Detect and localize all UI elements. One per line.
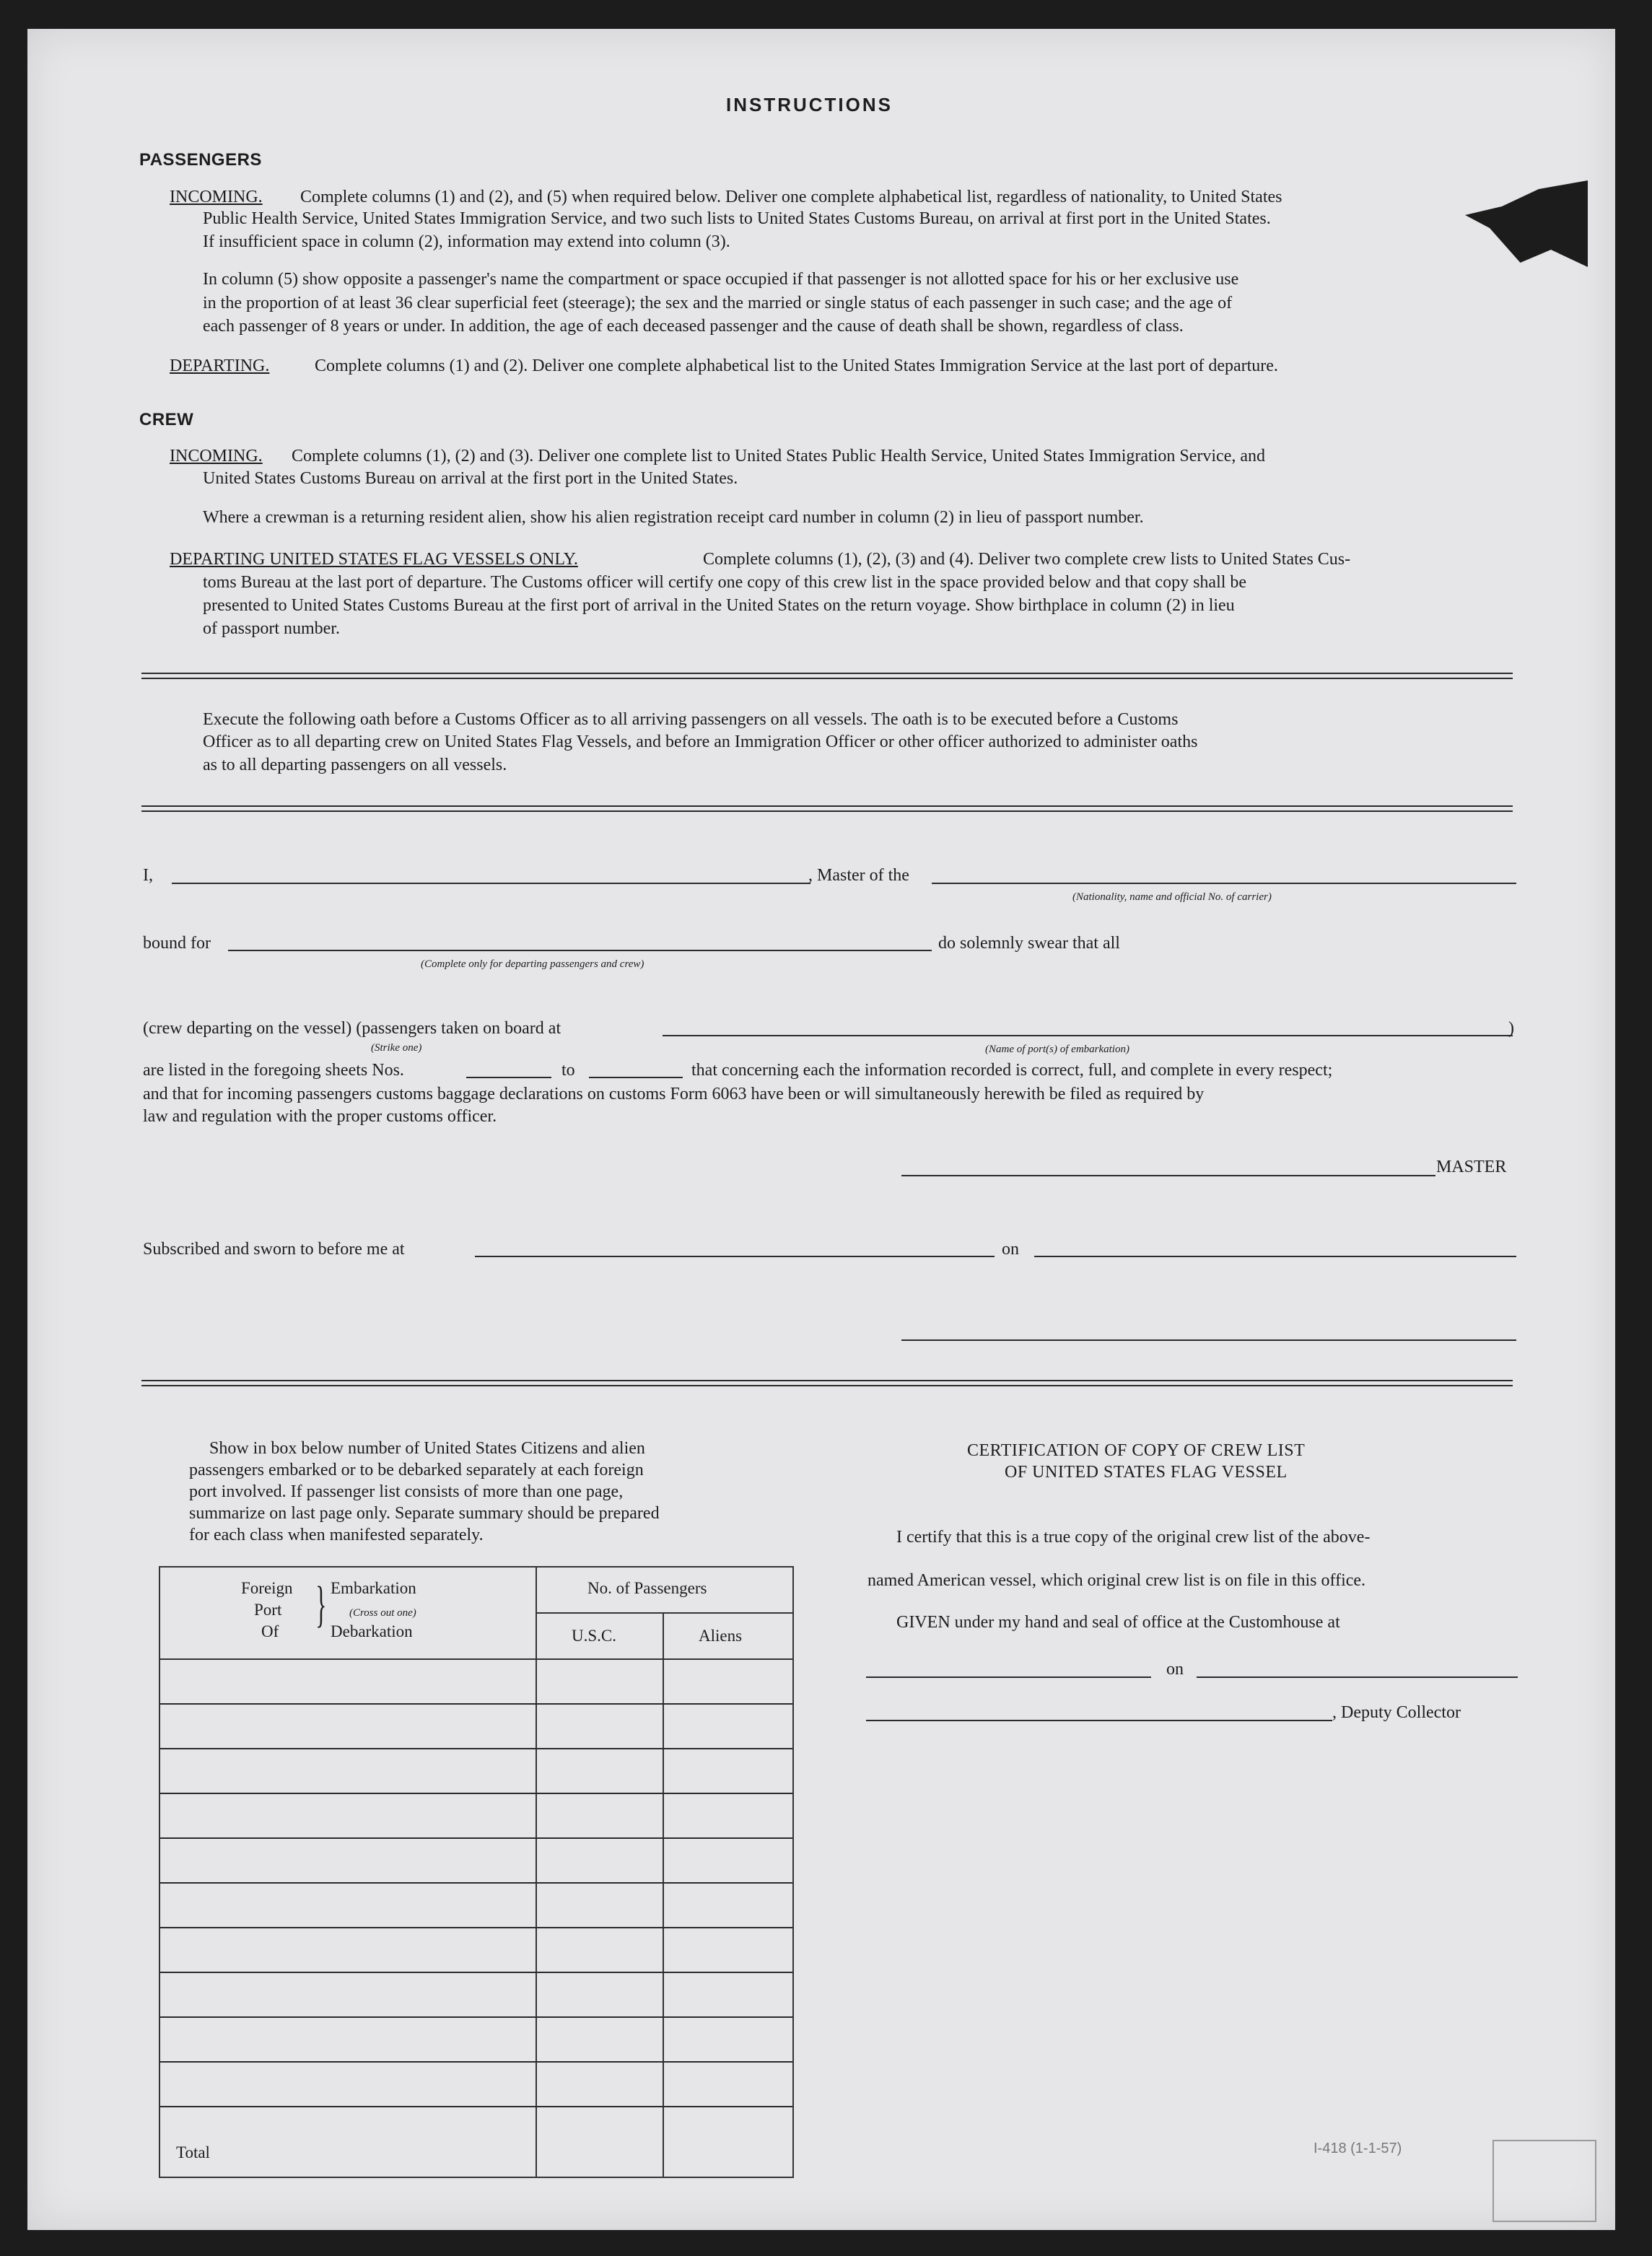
usc-label: U.S.C.	[572, 1627, 616, 1645]
summary-line-1: Show in box below number of United States Citizens and alien	[209, 1439, 645, 1458]
table-row[interactable]	[160, 2016, 792, 2018]
summary-line-2: passengers embarked or to be debarked separately at each foreign	[189, 1461, 644, 1479]
deputy-collector-label: , Deputy Collector	[1332, 1703, 1461, 1722]
ports-field[interactable]	[663, 1035, 1513, 1036]
oath-instruction-line-1: Execute the following oath before a Customs Officer as to all arriving passengers on all vessels. The oath is to be executed before a Customs	[203, 710, 1179, 729]
passenger-summary-table	[159, 1566, 794, 2178]
crew-incoming-label: INCOMING.	[170, 447, 263, 465]
column5-line-3: each passenger of 8 years or under. In addition, the age of each deceased passenger and the cause of death shall be shown, regardless of class.	[203, 317, 1184, 336]
master-name-field[interactable]	[172, 883, 810, 884]
oath-instruction-line-3: as to all departing passengers on all vessels.	[203, 756, 507, 774]
cross-out-caption: (Cross out one)	[349, 1607, 416, 1619]
aliens-label: Aliens	[699, 1627, 743, 1645]
table-row[interactable]	[160, 1837, 792, 1839]
crew-incoming-line-2: United States Customs Bureau on arrival at the first port in the United States.	[203, 469, 738, 488]
crew-incoming-line-1: Complete columns (1), (2) and (3). Deliver one complete list to United States Public Health Service, United States Immigration Service, and	[292, 447, 1266, 465]
col-divider-1	[536, 1658, 537, 2177]
header-port-cell	[160, 1568, 537, 1660]
certification-title-2: OF UNITED STATES FLAG VESSEL	[1005, 1463, 1288, 1482]
certification-date-field[interactable]	[1197, 1676, 1518, 1678]
summary-line-4: summarize on last page only. Separate summary should be prepared	[189, 1504, 660, 1523]
law-line: law and regulation with the proper customs officer.	[143, 1107, 497, 1126]
passengers-incoming-label: INCOMING.	[170, 188, 263, 206]
column5-line-2: in the proportion of at least 36 clear superficial feet (steerage); the sex and the married or single status of each passenger in such case; and the age of	[203, 294, 1233, 312]
sheets-suffix: that concerning each the information recorded is correct, full, and complete in every respect;	[691, 1061, 1333, 1080]
crew-departing-line-1: Complete columns (1), (2), (3) and (4). Deliver two complete crew lists to United States Cus-	[703, 550, 1351, 569]
ports-caption: (Name of port(s) of embarkation)	[985, 1044, 1129, 1055]
certify-line-1: I certify that this is a true copy of the original crew list of the above-	[896, 1528, 1371, 1547]
form-number: I-418 (1-1-57)	[1314, 2141, 1402, 2156]
summary-line-3: port involved. If passenger list consists of more than one page,	[189, 1482, 624, 1501]
master-label: MASTER	[1436, 1158, 1507, 1176]
of-label: Of	[261, 1622, 279, 1640]
table-row[interactable]	[160, 1927, 792, 1928]
sheets-from-field[interactable]	[466, 1077, 551, 1078]
certification-title-1: CERTIFICATION OF COPY OF CREW LIST	[967, 1441, 1306, 1460]
oath-i-label: I,	[143, 866, 153, 885]
passengers-departing-label: DEPARTING.	[170, 357, 270, 375]
carrier-caption: (Nationality, name and official No. of carrier)	[1072, 891, 1272, 903]
subscribed-date-field[interactable]	[1034, 1256, 1516, 1257]
sheets-to-label: to	[561, 1061, 575, 1080]
page-title: INSTRUCTIONS	[726, 94, 893, 115]
passengers-incoming-line-3: If insufficient space in column (2), information may extend into column (3).	[203, 232, 730, 251]
divider-1	[141, 673, 1513, 679]
close-paren: )	[1508, 1019, 1514, 1038]
swear-text: do solemnly swear that all	[938, 934, 1120, 953]
officer-signature-field[interactable]	[901, 1339, 1516, 1341]
summary-line-5: for each class when manifested separately.	[189, 1526, 484, 1544]
bound-for-caption: (Complete only for departing passengers and crew)	[421, 958, 644, 970]
oath-instruction-line-2: Officer as to all departing crew on United States Flag Vessels, and before an Immigration Officer or other officer authorized to administer oaths	[203, 733, 1198, 751]
foreign-label: Foreign	[241, 1579, 293, 1597]
sheets-prefix: are listed in the foregoing sheets Nos.	[143, 1061, 404, 1080]
passengers-heading: PASSENGERS	[139, 150, 262, 170]
header-usc-cell	[537, 1614, 664, 1660]
crew-departing-line-3: presented to United States Customs Bureau at the first port of arrival in the United States on the return voyage. Show birthplace in column (2) in lieu	[203, 596, 1235, 615]
table-row[interactable]	[160, 1882, 792, 1884]
crew-departing-label: DEPARTING UNITED STATES FLAG VESSELS ONLY.	[170, 550, 578, 569]
divider-3	[141, 1380, 1513, 1386]
customhouse-place-field[interactable]	[866, 1676, 1151, 1678]
master-of-label: , Master of the	[808, 866, 909, 885]
subscribed-text: Subscribed and sworn to before me at	[143, 1240, 405, 1259]
table-row[interactable]	[160, 2106, 792, 2107]
header-passengers-cell	[537, 1568, 792, 1614]
bound-for-label: bound for	[143, 934, 211, 953]
table-row[interactable]	[160, 1793, 792, 1794]
crew-returning-text: Where a crewman is a returning resident alien, show his alien registration receipt card number in column (2) in lieu of passport number.	[203, 508, 1144, 527]
baggage-line: and that for incoming passengers customs baggage declarations on customs Form 6063 have been or will simultaneously herewith be filed as required by	[143, 1085, 1205, 1103]
crew-departing-line-4: of passport number.	[203, 619, 340, 638]
certify-line-2: named American vessel, which original crew list is on file in this office.	[867, 1571, 1366, 1590]
certification-on-label: on	[1166, 1660, 1184, 1679]
table-row[interactable]	[160, 1703, 792, 1705]
master-signature-field[interactable]	[901, 1175, 1435, 1176]
passengers-incoming-line-1: Complete columns (1) and (2), and (5) when required below. Deliver one complete alphabetical list, regardless of nationality, to United States	[300, 188, 1282, 206]
subscribed-place-field[interactable]	[475, 1256, 995, 1257]
bound-for-field[interactable]	[228, 950, 932, 951]
strike-one-caption: (Strike one)	[371, 1042, 422, 1054]
column5-line-1: In column (5) show opposite a passenger's name the compartment or space occupied if that passenger is not allotted space for his or her exclusive use	[203, 270, 1239, 289]
embarkation-label: Embarkation	[331, 1579, 416, 1597]
divider-2	[141, 805, 1513, 812]
form-sheet	[27, 29, 1615, 2230]
sheet-number-box	[1493, 2140, 1596, 2222]
table-row[interactable]	[160, 2061, 792, 2063]
brace-icon: }	[315, 1577, 327, 1632]
header-aliens-cell	[664, 1614, 792, 1660]
given-line: GIVEN under my hand and seal of office at the Customhouse at	[896, 1613, 1340, 1632]
crew-departing-text: (crew departing on the vessel) (passengers taken on board at	[143, 1019, 561, 1038]
col-divider-2	[663, 1658, 664, 2177]
table-row[interactable]	[160, 1748, 792, 1749]
deputy-signature-field[interactable]	[866, 1720, 1332, 1721]
no-of-passengers-label: No. of Passengers	[587, 1579, 707, 1597]
table-row[interactable]	[160, 1972, 792, 1973]
crew-departing-line-2: toms Bureau at the last port of departure. The Customs officer will certify one copy of this crew list in the space provided below and that copy shall be	[203, 573, 1247, 592]
debarkation-label: Debarkation	[331, 1622, 413, 1640]
total-label: Total	[176, 2143, 210, 2161]
sheets-to-field[interactable]	[589, 1077, 683, 1078]
crew-heading: CREW	[139, 410, 194, 429]
port-label: Port	[254, 1601, 282, 1619]
carrier-field[interactable]	[932, 883, 1516, 884]
passengers-departing-text: Complete columns (1) and (2). Deliver one complete alphabetical list to the United States Immigration Service at the last port of departure.	[315, 357, 1278, 375]
passengers-incoming-line-2: Public Health Service, United States Immigration Service, and two such lists to United States Customs Bureau, on arrival at first port in the United States.	[203, 209, 1271, 228]
subscribed-on-label: on	[1002, 1240, 1019, 1259]
